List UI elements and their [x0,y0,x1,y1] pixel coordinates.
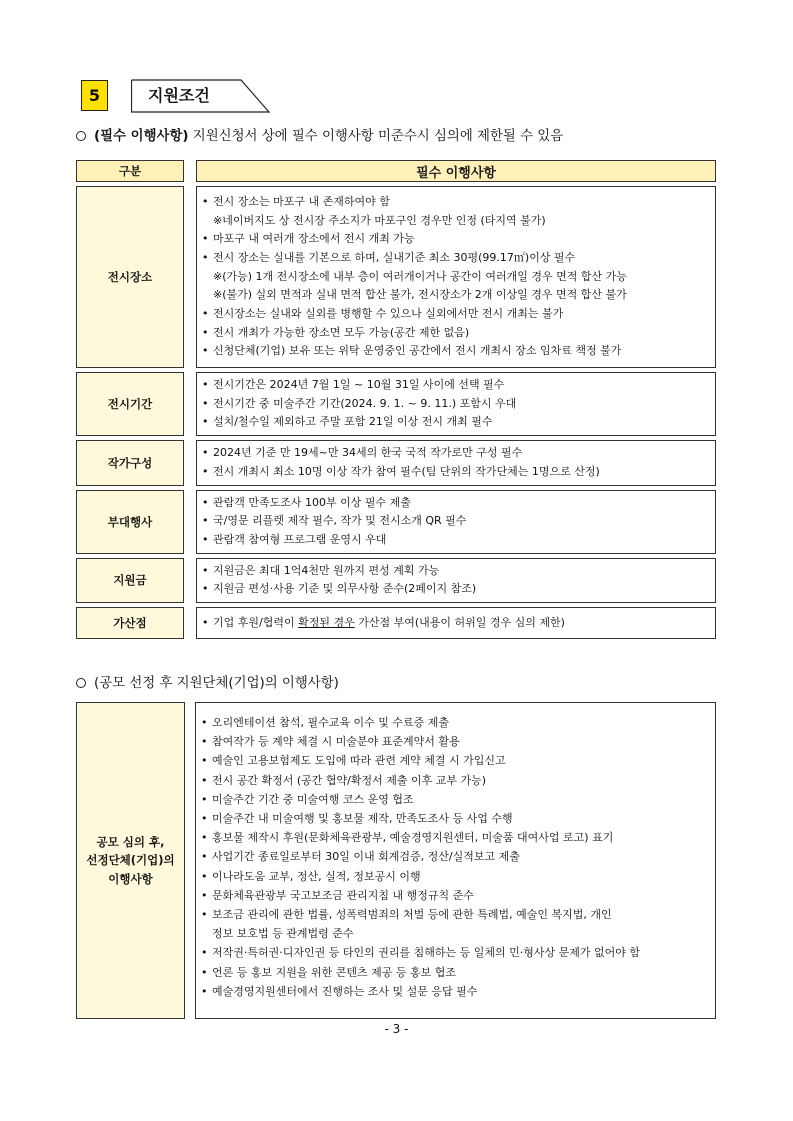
mandatory-requirements-heading [76,127,563,147]
list-item: • 마포구 내 여러개 장소에서 전시 개최 가능 [197,230,715,249]
row-label-side-events: 부대행사 [76,490,184,554]
list-item: • 참여작가 등 계약 체결 시 미술분야 표준계약서 활용 [196,732,715,751]
row-content-side-events [196,490,716,554]
row-content-artists [196,440,716,485]
row-content-period [196,372,716,436]
list-item: • 저작권·특허권·디자인권 등 타인의 권리를 침해하는 등 일체의 민·형사상 문제가 없어야 함 [196,943,715,962]
list-item: • 지원금 편성·사용 기준 및 의무사항 준수(2페이지 참조) [197,580,715,599]
list-item: • 전시 개최시 최소 10명 이상 작가 참여 필수(팀 단위의 작가단체는 1명으로 산정) [197,463,715,482]
list-item: • 전시기간은 2024년 7월 1일 ~ 10월 31일 사이에 선택 필수 [197,376,715,395]
list-item: • 이나라도움 교부, 정산, 실적, 정보공시 이행 [196,867,715,886]
list-item: • 홍보물 제작시 후원(문화체육관광부, 예술경영지원센터, 미술품 대여사업 로고) 표기 [196,828,715,847]
list-item: • 신청단체(기업) 보유 또는 위탁 운영중인 공간에서 전시 개최시 장소 임차료 책정 불가 [197,342,715,361]
table-header-requirements: 필수 이행사항 [196,160,716,182]
table-header-category: 구분 [76,160,184,182]
underlined-text: 확정된 경우 [298,615,355,629]
post-selection-label [76,702,185,1019]
note-item: ※네이버지도 상 전시장 주소지가 마포구인 경우만 인정 (타지역 불가) [213,213,546,227]
row-content-funding [196,558,716,603]
row-label-artists: 작가구성 [76,440,184,485]
label-line: 이행사항 [108,871,153,886]
list-item: • 전시장소는 실내와 실외를 병행할 수 있으나 실외에서만 전시 개최는 불가 [197,305,715,324]
heading-rest: 지원신청서 상에 필수 이행사항 미준수시 심의에 제한될 수 있음 [188,129,564,144]
row-label-venue: 전시장소 [76,186,184,368]
list-item: • 예술경영지원센터에서 진행하는 조사 및 설문 응답 필수 [196,982,715,1001]
post-selection-content [195,702,716,1019]
list-item: • 문화체육관광부 국고보조금 관리지침 내 행정규칙 준수 [196,886,715,905]
section-title: 지원조건 [148,86,210,105]
list-item: • 기업 후원/협력이 확정된 경우 가산점 부여(내용이 허위일 경우 심의 제한) [197,614,715,633]
list-item: • 전시 장소는 실내를 기본으로 하며, 실내기준 최소 30평(99.17㎡)이상 필수 [197,249,715,268]
row-label-bonus: 가산점 [76,607,184,639]
list-item: • 미술주간 내 미술여행 및 홍보물 제작, 만족도조사 등 사업 수행 [196,809,715,828]
heading-text: (공모 선정 후 지원단체(기업)의 이행사항) [94,676,339,691]
list-item: • 오리엔테이션 참석, 필수교육 이수 및 수료증 제출 [196,713,715,732]
list-item: • 관람객 만족도조사 100부 이상 필수 제출 [197,494,715,513]
list-item: • 전시 장소는 마포구 내 존재하여야 함 [197,193,715,212]
list-item: • 2024년 기준 만 19세~만 34세의 한국 국적 작가로만 구성 필수 [197,444,715,463]
note-item: ※(불가) 실외 면적과 실내 면적 합산 불가, 전시장소가 2개 이상일 경우 면적 합산 불가 [213,288,627,302]
list-item: • 지원금은 최대 1억4천만 원까지 편성 계획 가능 [197,562,715,581]
list-item: • 설치/철수일 제외하고 주말 포함 21일 이상 전시 개최 필수 [197,413,715,432]
label-line: 선정단체(기업)의 [86,853,175,868]
page-number: - 3 - [384,1022,409,1036]
row-content-venue [196,186,716,368]
post-selection-heading [76,674,339,694]
list-item: • 미술주간 기간 중 미술여행 코스 운영 협조 [196,790,715,809]
section-number-badge: 5 [81,80,108,111]
label-line: 공모 심의 후, [96,834,165,849]
post-selection-box [76,702,716,1019]
row-content-bonus [196,607,716,639]
row-label-period: 전시기간 [76,372,184,436]
list-item: • 사업기간 종료일로부터 30일 이내 회계검증, 정산/실적보고 제출 [196,847,715,866]
list-item: • 관람객 참여형 프로그램 운영시 우대 [197,531,715,550]
list-item: • 전시 공간 확정서 (공간 협약/확정서 제출 이후 교부 가능) [196,771,715,790]
list-item: • 국/영문 리플렛 제작 필수, 작가 및 전시소개 QR 필수 [197,512,715,531]
list-item: • 예술인 고용보험제도 도입에 따라 관련 계약 체결 시 가입신고 [196,751,715,770]
heading-bold-part: (필수 이행사항) [94,129,189,144]
list-item: • 언론 등 홍보 지원을 위한 콘텐츠 제공 등 홍보 협조 [196,963,715,982]
list-item-continuation: 정보 보호법 등 관계법령 준수 [212,927,354,941]
requirements-table [76,160,716,639]
hollow-circle-bullet-icon [76,678,86,688]
list-item: • 전시 개최가 가능한 장소면 모두 가능(공간 제한 없음) [197,324,715,343]
list-item: • 전시기간 중 미술주간 기간(2024. 9. 1. ~ 9. 11.) 포함시 우대 [197,395,715,414]
list-item: • 보조금 관리에 관한 법률, 성폭력범죄의 처벌 등에 관한 특례법, 예술인 복지법, 개인 [196,905,715,924]
row-label-funding: 지원금 [76,558,184,603]
hollow-circle-bullet-icon [76,131,86,141]
note-item: ※(가능) 1개 전시장소에 내부 층이 여러개이거나 공간이 여러개일 경우 면적 합산 가능 [213,269,627,283]
